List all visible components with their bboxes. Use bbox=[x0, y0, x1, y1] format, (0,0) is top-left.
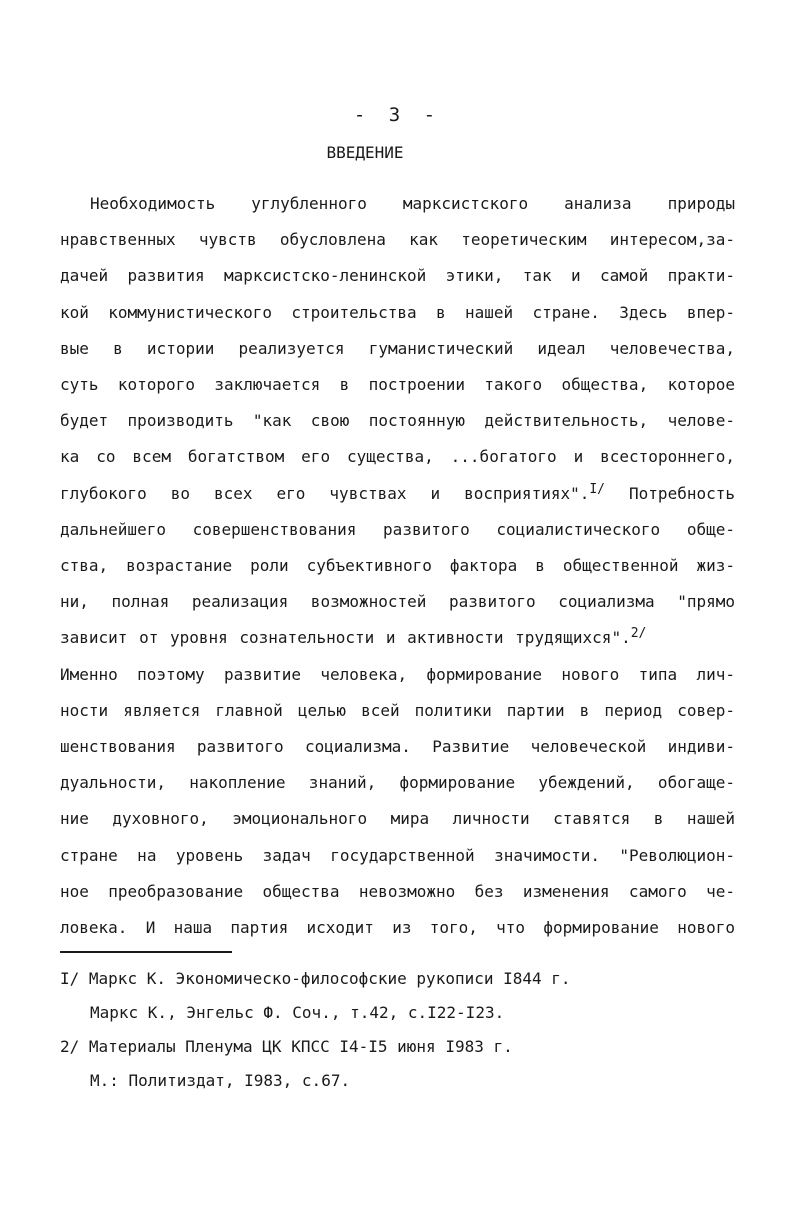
body-line: шенствования развитого социализма. Развитие человеческой индиви- bbox=[60, 737, 735, 757]
body-line: Именно поэтому развитие человека, формирование нового типа лич- bbox=[60, 664, 735, 684]
body-line: ка со всем богатством его существа, ...богатого и всестороннего, bbox=[60, 447, 735, 467]
body-line: дальнейшего совершенствования развитого социалистического обще- bbox=[60, 519, 735, 539]
footnote-1 bbox=[60, 962, 735, 996]
footnote-ref-1: I/ bbox=[589, 481, 606, 497]
body-line: ное преобразование общества невозможно без изменения самого че- bbox=[60, 881, 735, 901]
footnote-marker: I/ bbox=[60, 969, 80, 988]
body-line: дуальности, накопление знаний, формирование убеждений, обогаще- bbox=[60, 773, 735, 793]
body-line: ности является главной целью всей политики партии в период совер- bbox=[60, 700, 735, 720]
body-line-with-footnote bbox=[60, 620, 735, 656]
body-line: ние духовного, эмоционального мира личности ставятся в нашей bbox=[60, 809, 735, 829]
body-line-text: глубокого во всех его чувствах и восприятиях". bbox=[60, 483, 590, 503]
page-heading: ВВЕДЕНИЕ bbox=[326, 143, 404, 162]
footnote-text: Маркс К. Экономическо-философские рукописи I844 г. bbox=[88, 969, 571, 988]
body-line: Необходимость углубленного марксистского анализа природы bbox=[90, 194, 735, 213]
footnote-marker: 2/ bbox=[60, 1037, 80, 1056]
footnotes bbox=[60, 962, 735, 1098]
body-line: кой коммунистического строительства в нашей стране. Здесь впер- bbox=[60, 302, 735, 322]
footnote-text: Материалы Пленума ЦК КПСС I4-I5 июня I983 г. bbox=[88, 1037, 513, 1056]
body-line: ства, возрастание роли субъективного фактора в общественной жиз- bbox=[60, 556, 735, 576]
body-line: ловека. И наша партия исходит из того, что формирование нового bbox=[60, 918, 735, 938]
footnote-2-continuation: М.: Политиздат, I983, с.67. bbox=[90, 1071, 351, 1090]
footnote-2 bbox=[60, 1030, 735, 1064]
body-line: ни, полная реализация возможностей развитого социализма "прямо bbox=[60, 592, 735, 612]
body-line: суть которого заключается в построении такого общества, которое bbox=[60, 375, 735, 395]
body-line: дачей развития марксистско-ленинской этики, так и самой практи- bbox=[60, 266, 735, 286]
body-line-text: зависит от уровня сознательности и активности трудящихся". bbox=[60, 628, 631, 648]
body-line: вые в истории реализуется гуманистический идеал человечества, bbox=[60, 338, 735, 358]
body-line: будет производить "как свою постоянную действительность, челове- bbox=[60, 411, 735, 431]
body-line: стране на уровень задач государственной значимости. "Революцион- bbox=[60, 845, 735, 865]
body-line-with-footnote bbox=[60, 476, 735, 512]
footnote-1-continuation: Маркс К., Энгельс Ф. Соч., т.42, с.I22-I23. bbox=[90, 1003, 505, 1022]
body-line-text: Потребность bbox=[629, 483, 735, 503]
body-paragraph bbox=[60, 186, 735, 946]
footnote-ref-2: 2/ bbox=[630, 626, 647, 642]
page-number: - 3 - bbox=[353, 104, 442, 126]
body-line: нравственных чувств обусловлена как теоретическим интересом,за- bbox=[60, 230, 735, 250]
footnote-divider bbox=[60, 951, 232, 953]
